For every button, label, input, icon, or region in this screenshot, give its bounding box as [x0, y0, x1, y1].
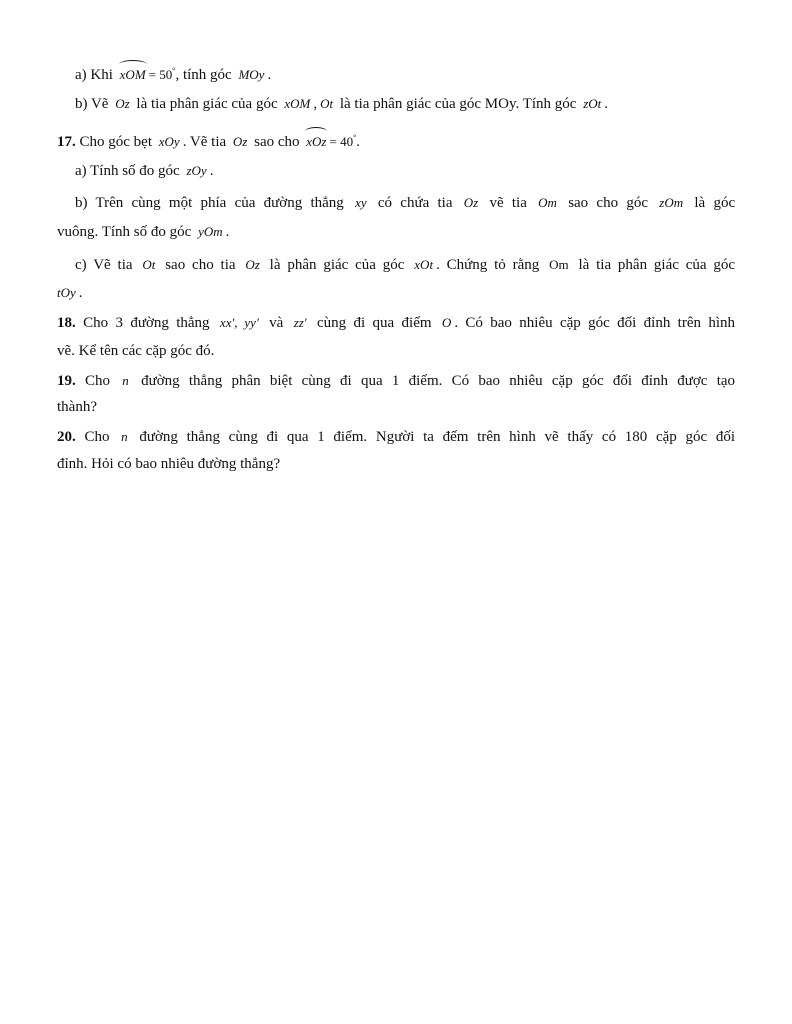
text: sao cho tia: [165, 257, 236, 273]
text: thành?: [57, 399, 97, 415]
problem-number: 18.: [57, 315, 76, 331]
ray-Om: Om: [549, 257, 569, 272]
ray-Oz: Oz: [245, 257, 260, 272]
text: sao cho: [254, 134, 300, 150]
ray-Ot: Ot: [142, 257, 156, 272]
problem-number: 20.: [57, 429, 76, 445]
ray-Oz: Oz: [232, 134, 248, 149]
angle-MOy: MOy: [238, 67, 265, 82]
angle-zOm: zOm: [659, 195, 684, 210]
text: a) Tính số đo góc: [75, 163, 180, 179]
equals-value: = 50: [148, 67, 173, 82]
variable-n: n: [122, 373, 129, 388]
text: Cho góc bẹt: [79, 134, 152, 150]
text: sao cho góc: [568, 195, 648, 211]
angle-xOy: xOy: [158, 134, 180, 149]
text: , tính góc: [175, 67, 232, 83]
ray-Om: Om: [538, 195, 557, 210]
problem-number: 19.: [57, 373, 76, 389]
text: Cho: [84, 429, 110, 445]
problem-17: [57, 128, 735, 152]
variable-n: n: [121, 429, 128, 444]
text: .: [209, 163, 214, 179]
problem-17c-line1: [75, 255, 735, 275]
angle-tOy: tOy: [57, 285, 76, 300]
problem-20-line2: [57, 454, 735, 474]
point-O: O: [441, 315, 452, 330]
text: vẽ tia: [489, 195, 527, 211]
text: vẽ. Kể tên các cặp góc đó.: [57, 343, 215, 359]
problem-17b-line1: [75, 193, 735, 213]
angle-xOM: xOM: [284, 96, 311, 111]
ray-Ot: Ot: [320, 96, 334, 111]
text: đường thẳng cùng đi qua 1 điểm. Người ta đếm trên hình vẽ thấy có 180 cặp góc đối: [139, 429, 736, 445]
text: b) Trên cùng một phía của đường thẳng: [75, 195, 344, 211]
angle-zOt: zOt: [583, 96, 602, 111]
angle-yOm: yOm: [198, 224, 223, 239]
degree-symbol: °: [172, 66, 176, 75]
text: Cho 3 đường thẳng: [83, 315, 210, 331]
angle-xOz: xOz: [306, 132, 326, 152]
text: là góc: [694, 195, 736, 211]
text: Cho: [85, 373, 111, 389]
line-zz: zz′: [293, 315, 307, 330]
angle-xOM: xOM: [120, 65, 146, 85]
text: .: [267, 67, 272, 83]
problem-16a: [75, 61, 735, 85]
problem-16b: [75, 94, 735, 114]
text: . Vẽ tia: [182, 134, 227, 150]
text: và: [269, 315, 284, 331]
problem-18-line2: [57, 341, 735, 361]
text: .: [225, 224, 230, 240]
text: là phân giác của góc: [269, 257, 405, 273]
text: đỉnh. Hỏi có bao nhiêu đường thẳng?: [57, 456, 281, 472]
text: .: [356, 134, 361, 150]
angle-xOt: xOt: [414, 257, 434, 272]
text: cùng đi qua điểm: [317, 315, 432, 331]
problem-17c-line2: [57, 283, 735, 303]
text: a) Khi: [75, 67, 113, 83]
equals-value: = 40: [329, 134, 354, 149]
ray-Oz: Oz: [115, 96, 130, 111]
degree-symbol: °: [353, 133, 357, 142]
text: . Có bao nhiêu cặp góc đối đỉnh trên hình: [454, 315, 736, 331]
lines-xx-yy: xx′, yy′: [219, 315, 259, 330]
angle-zOy: zOy: [186, 163, 207, 178]
text: đường thẳng phân biệt cùng đi qua 1 điểm. Có bao nhiêu cặp góc đối đỉnh được tạo: [141, 373, 736, 389]
problem-20-line1: [57, 427, 735, 447]
text: b) Vẽ: [75, 96, 109, 112]
text: . Chứng tỏ rằng: [436, 257, 540, 273]
text: .: [604, 96, 609, 112]
ray-Oz: Oz: [463, 195, 479, 210]
text: ,: [313, 96, 318, 112]
problem-19-line1: [57, 371, 735, 391]
problem-number: 17.: [57, 134, 76, 150]
text: có chứa tia: [377, 195, 453, 211]
text: là tia phân giác của góc MOy. Tính góc: [339, 96, 577, 112]
text: c) Vẽ tia: [75, 257, 133, 273]
text: là tia phân giác của góc: [136, 96, 278, 112]
problem-17b-line2: [57, 222, 735, 242]
text: là tia phân giác của góc: [578, 257, 736, 273]
problem-18-line1: [57, 313, 735, 333]
text: vuông. Tính số đo góc: [57, 224, 192, 240]
line-xy: xy: [355, 195, 367, 210]
problem-19-line2: [57, 397, 735, 417]
problem-17a: [75, 161, 735, 181]
text: .: [78, 285, 83, 301]
